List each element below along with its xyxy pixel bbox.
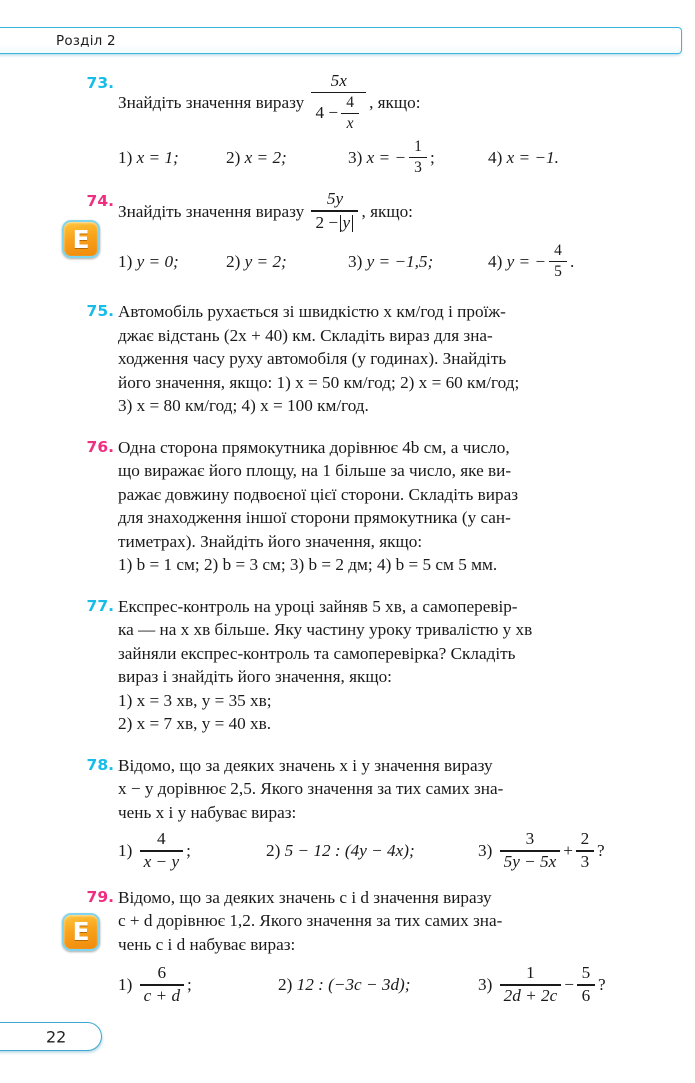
option-1: [118, 830, 266, 871]
fraction-bar: [549, 261, 567, 262]
option-fraction: [500, 964, 562, 1005]
option-3: [478, 830, 605, 871]
option-body: x = 1;: [136, 147, 179, 167]
option-label: 2): [266, 841, 281, 861]
exercise-76-line-5: тиметрах). Знайдіть його значення, якщо:: [118, 531, 423, 551]
fraction-numerator: 6: [157, 963, 167, 983]
e-badge-icon: [62, 913, 100, 951]
exercise-number-79: 79.: [86, 887, 114, 906]
option-label: 3): [478, 841, 493, 861]
option-body: x = 2;: [244, 147, 287, 167]
fraction-numerator: 1: [414, 137, 422, 155]
denominator-row: [315, 95, 362, 133]
fraction-numerator: 2: [580, 829, 590, 849]
statement-tail: , якщо:: [369, 92, 421, 112]
option-2: [266, 839, 478, 863]
exercise-73: [0, 72, 695, 176]
exercise-75: [0, 300, 695, 418]
option-label: 4): [488, 147, 503, 167]
fraction-denominator: x − y: [143, 852, 180, 872]
option-label: 1): [118, 841, 133, 861]
fraction-numerator: 4: [554, 241, 562, 259]
statement-row: [118, 190, 413, 232]
exercise-75-line-4: його значення, якщо: 1) x = 50 км/год; 2) x = 60 км/год;: [118, 372, 520, 392]
fraction-numerator: 5: [581, 963, 591, 983]
exercise-77: [0, 595, 695, 736]
fraction-main: [311, 190, 358, 232]
e-badge-letter: Е: [72, 224, 90, 254]
statement-tail: , якщо:: [361, 201, 413, 221]
option-4: [488, 243, 574, 281]
exercise-73-options: [118, 139, 647, 177]
option-1: [118, 250, 226, 274]
exercise-78-line-1: Відомо, що за деяких значень x і y значення виразу: [118, 755, 493, 775]
option-body: 5 − 12 : (4y − 4x);: [284, 841, 415, 861]
option-label: 1): [118, 975, 133, 995]
exercise-77-line-3: зайняли експрес-контроль та самоперевірка? Складіть: [118, 643, 516, 663]
exercise-76-line-6: 1) b = 1 см; 2) b = 3 см; 3) b = 2 дм; 4) b = 5 см 5 мм.: [118, 555, 498, 575]
option-body: x = −: [366, 147, 407, 167]
fraction-denominator: [311, 95, 366, 133]
exercise-75-line-1: Автомобіль рухається зі швидкістю x км/год і проїж-: [118, 302, 506, 322]
exercise-79-line-2: c + d дорівнює 1,2. Якого значення за тих самих зна-: [118, 911, 503, 931]
option-body: y = 0;: [136, 251, 179, 271]
fraction-numerator: 5x: [330, 71, 347, 90]
option-label: 2): [278, 975, 293, 995]
option-2: [226, 146, 348, 170]
exercise-77-line-6: 2) x = 7 хв, y = 40 хв.: [118, 714, 272, 734]
exercise-75-line-2: джає відстань (2x + 40) км. Складіть вираз для зна-: [118, 325, 493, 345]
denominator-lead: 4 −: [315, 103, 339, 123]
exercise-number-74: 74.: [86, 192, 114, 211]
option-label: 1): [118, 147, 133, 167]
fraction-bar: [409, 157, 427, 158]
fraction-denominator: 6: [581, 986, 591, 1006]
exercise-76-line-3: ражає довжину подвоєної цієї сторони. Складіть вираз: [118, 484, 519, 504]
exercise-number-76: 76.: [86, 437, 114, 456]
fraction-denominator: 3: [414, 158, 422, 176]
exercise-number-77: 77.: [86, 596, 114, 615]
option-1: [118, 964, 278, 1005]
nested-numerator: 4: [346, 93, 354, 111]
option-fraction: [409, 139, 427, 177]
fraction-main: [311, 72, 366, 133]
denominator-lead: 2 −: [315, 213, 339, 233]
exercise-75-line-3: ходження часу руху автомобіля (у годинах). Знайдіть: [118, 349, 507, 369]
option-label: 2): [226, 251, 241, 271]
running-head-bar: [0, 27, 682, 54]
fraction-bar: [311, 210, 358, 211]
option-fraction: [549, 243, 567, 281]
option-2: [226, 250, 348, 274]
option-body: 12 : (−3c − 3d);: [296, 975, 411, 995]
exercise-76-line-2: що виражає його площу, на 1 більше за число, яке ви-: [118, 461, 512, 481]
statement-row: [118, 72, 421, 133]
exercise-79: [0, 886, 695, 1006]
denominator-row: [315, 214, 354, 233]
option-2: [278, 973, 478, 997]
option-3: [348, 139, 488, 177]
fraction-numerator: 1: [526, 963, 535, 983]
option-tail: ;: [187, 975, 192, 995]
option-body: y = −: [506, 251, 547, 271]
e-badge-icon: [62, 220, 100, 258]
fraction-denominator: c + d: [143, 986, 181, 1006]
exercise-77-line-5: 1) x = 3 хв, y = 35 хв;: [118, 690, 272, 710]
option-body: y = 2;: [244, 251, 287, 271]
exercise-76-line-4: для знаходження іншої сторони прямокутника (у сан-: [118, 508, 511, 528]
exercise-number-73: 73.: [86, 74, 114, 92]
exercise-74-statement: [118, 190, 647, 232]
fraction-bar: [311, 92, 366, 93]
running-head-text: Розділ 2: [56, 32, 116, 49]
option-body: x = −1.: [506, 147, 559, 167]
option-fraction-2: [576, 830, 594, 871]
option-fraction-2: [577, 964, 595, 1005]
exercise-79-line-3: чень c і d набуває вираз:: [118, 934, 296, 954]
option-label: 3): [348, 251, 363, 271]
fraction-numerator: 4: [157, 829, 166, 849]
option-3: [348, 250, 488, 274]
option-fraction: [140, 830, 183, 871]
exercise-77-line-4: вираз і знайдіть його значення, якщо:: [118, 667, 392, 687]
fraction-denominator: 5y − 5x: [503, 852, 557, 872]
option-label: 4): [488, 251, 503, 271]
fraction-numerator: 3: [525, 829, 535, 849]
option-3: [478, 964, 606, 1005]
exercise-number-75: 75.: [86, 302, 114, 321]
option-tail: .: [570, 251, 575, 271]
exercise-77-line-2: ка — на x хв більше. Яку частину уроку тривалістю y хв: [118, 620, 533, 640]
option-tail: ;: [430, 147, 435, 167]
option-label: 3): [478, 975, 493, 995]
exercise-78: [0, 754, 695, 872]
e-badge-letter: Е: [72, 917, 90, 947]
exercise-73-statement: [118, 72, 647, 133]
option-label: 3): [348, 147, 363, 167]
option-fraction: [140, 964, 184, 1005]
exercise-75-line-5: 3) x = 80 км/год; 4) x = 100 км/год.: [118, 396, 369, 416]
exercise-76: [0, 436, 695, 577]
abs-content: y: [342, 213, 351, 233]
option-label: 2): [226, 147, 241, 167]
fraction-denominator: 2d + 2c: [503, 986, 558, 1006]
exercise-78-options: [118, 830, 647, 871]
page-number: 22: [46, 1027, 67, 1046]
option-body: y = −1,5;: [366, 251, 434, 271]
exercise-number-78: 78.: [86, 755, 114, 774]
option-tail: ?: [597, 975, 606, 995]
abs-bar-right: [352, 215, 353, 232]
option-fraction: [500, 830, 561, 871]
exercise-79-line-1: Відомо, що за деяких значень c і d значення виразу: [118, 887, 492, 907]
option-4: [488, 146, 559, 170]
absolute-value: [338, 214, 354, 233]
option-operator: −: [564, 975, 574, 995]
fraction-denominator: 3: [580, 852, 590, 872]
exercise-78-line-3: чень x і y набуває вираз:: [118, 802, 297, 822]
statement-lead: Знайдіть значення виразу: [118, 92, 305, 112]
fraction-numerator: 5y: [326, 189, 344, 209]
exercise-74: [0, 190, 695, 280]
exercise-74-options: [118, 243, 647, 281]
option-operator: +: [563, 841, 573, 861]
option-tail: ?: [596, 841, 605, 861]
nested-fraction: [341, 95, 359, 133]
page-number-plate: [0, 1022, 102, 1051]
fraction-denominator: 5: [554, 262, 562, 280]
page-content: [0, 72, 695, 1014]
option-tail: ;: [186, 841, 191, 861]
exercise-78-line-2: x − y дорівнює 2,5. Якого значення за тих самих зна-: [118, 779, 504, 799]
nested-denominator: x: [346, 114, 354, 132]
exercise-79-options: [118, 964, 647, 1005]
abs-bar-left: [340, 215, 341, 232]
exercise-77-line-1: Експрес-контроль на уроці зайняв 5 хв, а самоперевір-: [118, 596, 518, 616]
option-label: 1): [118, 251, 133, 271]
fraction-denominator: [311, 213, 358, 232]
exercise-76-line-1: Одна сторона прямокутника дорівнює 4b см, а число,: [118, 437, 510, 457]
option-1: [118, 146, 226, 170]
statement-lead: Знайдіть значення виразу: [118, 201, 305, 221]
